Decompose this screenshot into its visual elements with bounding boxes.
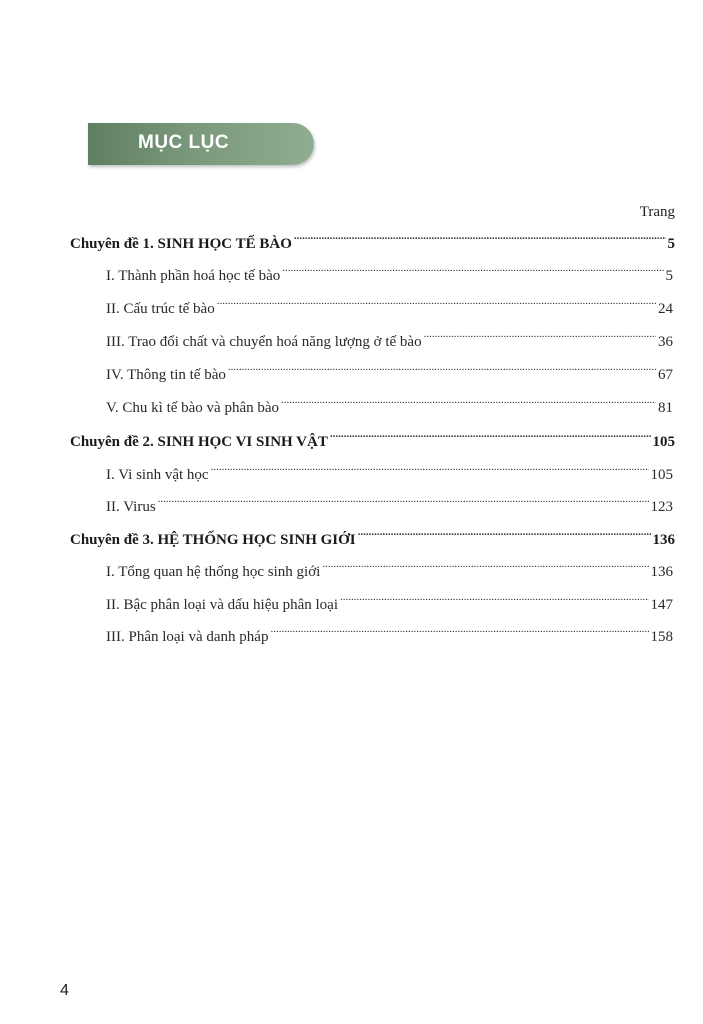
toc-section-row[interactable]	[106, 461, 673, 484]
toc-section-row[interactable]	[106, 591, 673, 614]
toc-title-banner	[88, 123, 314, 165]
toc-entry-label: I. Thành phần hoá học tế bào	[106, 268, 281, 284]
toc-chapter-row[interactable]	[70, 230, 675, 253]
toc-entry-label: II. Bậc phân loại và dấu hiệu phân loại	[106, 597, 339, 613]
toc-entry-page: 136	[650, 564, 673, 580]
dot-leader	[358, 526, 651, 544]
toc-entry-page: 67	[658, 367, 673, 383]
dot-leader	[217, 295, 656, 313]
toc-entry-page: 105	[650, 467, 673, 483]
toc-section-row[interactable]	[106, 295, 673, 318]
toc-section-row[interactable]	[106, 361, 673, 384]
toc-entry-page: 123	[650, 499, 673, 515]
toc-section-row[interactable]	[106, 328, 673, 351]
toc-entry-label: III. Phân loại và danh pháp	[106, 629, 269, 645]
toc-entry-label: III. Trao đổi chất và chuyển hoá năng lượng ở tế bào	[106, 334, 422, 350]
toc-chapter-row[interactable]	[70, 526, 675, 549]
toc-section-row[interactable]	[106, 623, 673, 646]
dot-leader	[322, 558, 648, 576]
toc-entry-page: 36	[658, 334, 673, 350]
toc-entry-page: 158	[650, 629, 673, 645]
toc-section-row[interactable]	[106, 493, 673, 516]
toc-chapter-row[interactable]	[70, 428, 675, 451]
toc-entry-page: 147	[650, 597, 673, 613]
toc-section-row[interactable]	[106, 394, 673, 417]
toc-entry-page: 5	[665, 268, 673, 284]
toc-entry-label: II. Cấu trúc tế bào	[106, 301, 215, 317]
toc-entry-label: Chuyên đề 3. HỆ THỐNG HỌC SINH GIỚI	[70, 532, 356, 548]
toc-entry-label: Chuyên đề 1. SINH HỌC TẾ BÀO	[70, 236, 292, 252]
dot-leader	[158, 493, 649, 511]
toc-entry-label: IV. Thông tin tế bào	[106, 367, 226, 383]
dot-leader	[211, 461, 649, 479]
toc-entry-page: 81	[658, 400, 673, 416]
toc-entry-page: 5	[667, 236, 675, 252]
toc-entry-page: 105	[652, 434, 675, 450]
page-number: 4	[60, 982, 69, 999]
page-column-label: Trang	[639, 204, 675, 220]
dot-leader	[270, 623, 648, 641]
toc-entry-label: I. Tổng quan hệ thống học sinh giới	[106, 564, 321, 580]
toc-section-row[interactable]	[106, 558, 673, 581]
toc-entry-label: V. Chu kì tế bào và phân bào	[106, 400, 280, 416]
dot-leader	[228, 361, 656, 379]
dot-leader	[424, 328, 656, 346]
page-title: MỤC LỤC	[138, 132, 230, 153]
dot-leader	[340, 591, 648, 609]
toc-entry-label: I. Vi sinh vật học	[106, 467, 209, 483]
toc-section-row[interactable]	[106, 262, 673, 285]
dot-leader	[294, 230, 666, 248]
toc-entry-label: II. Virus	[106, 499, 156, 515]
dot-leader	[282, 262, 663, 280]
dot-leader	[330, 428, 651, 446]
toc-entry-page: 136	[652, 532, 675, 548]
toc-entry-page: 24	[658, 301, 673, 317]
dot-leader	[281, 394, 656, 412]
toc-entry-label: Chuyên đề 2. SINH HỌC VI SINH VẬT	[70, 434, 328, 450]
